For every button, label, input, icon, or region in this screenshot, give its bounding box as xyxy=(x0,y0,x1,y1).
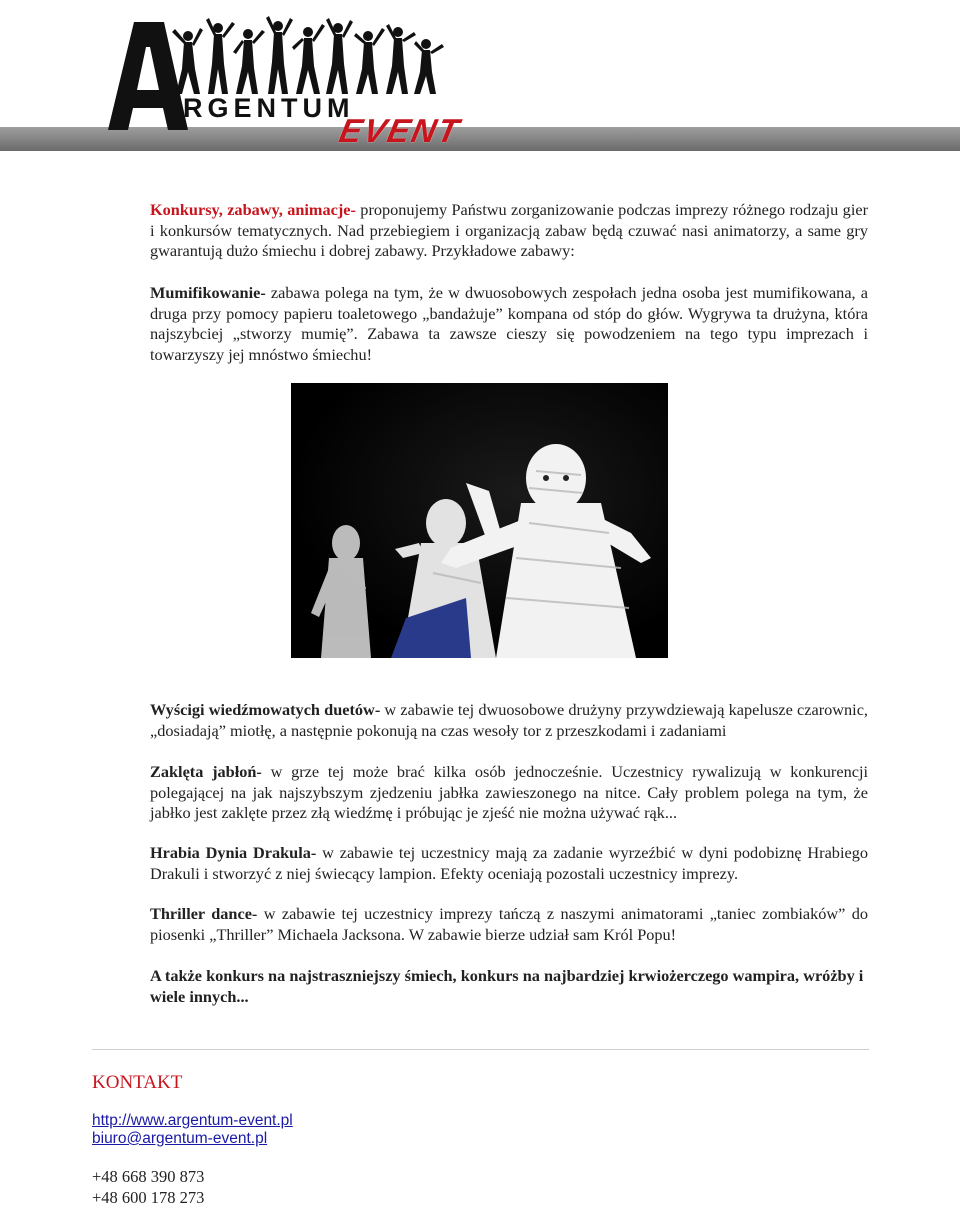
hrabia-title: Hrabia Dynia Drakula- xyxy=(150,843,317,862)
jablon-title: Zaklęta jabłoń- xyxy=(150,762,262,781)
mumifikowanie-text: zabawa polega na tym, że w dwuosobowych zespołach jedna osoba jest mumifikowana, a druga przy pomocy papieru toaletowego „bandażuje” kompana od stóp do głów. Wygrywa ta drużyna, która najszybciej „stworzy mumię”. Zabawa ta zawsze cieszy się powodzeniem na tego typu imprezach i towarzyszy jej mnóstwo śmiechu! xyxy=(150,283,868,364)
thriller-paragraph xyxy=(150,904,868,945)
header xyxy=(0,0,960,155)
logo-event-tagline: EVENT xyxy=(336,112,465,149)
intro-lead: Konkursy, zabawy, animacje- xyxy=(150,200,356,219)
dancers-silhouette-icon xyxy=(170,14,450,100)
intro-paragraph xyxy=(150,200,868,262)
logo-wordmark: RGENTUM xyxy=(183,93,355,123)
mummies-photo-image xyxy=(291,383,668,658)
email-link[interactable]: biuro@argentum-event.pl xyxy=(92,1130,268,1147)
website-link[interactable]: http://www.argentum-event.pl xyxy=(92,1112,293,1129)
phone-2: +48 600 178 273 xyxy=(92,1188,205,1207)
wyscigi-paragraph xyxy=(150,700,868,741)
wyscigi-text: w zabawie tej dwuosobowe drużyny przywdziewają kapelusze czarownic, „dosiadają” miotłę, a następnie pokonują na czas wesoły tor z przeszkodami i zadaniami xyxy=(150,700,868,740)
intro-text: proponujemy Państwu zorganizowanie podczas imprezy różnego rodzaju gier i konkursów tematycznych. Nad przebiegiem i organizacją zabaw będą czuwać nasi animatorzy, a same gry gwarantują dużo śmiechu i dobrej zabawy. Przykładowe zabawy: xyxy=(150,200,868,260)
contact-heading: KONTAKT xyxy=(92,1072,183,1093)
thriller-title: Thriller dance- xyxy=(150,904,258,923)
closing-paragraph: A także konkurs na najstraszniejszy śmiech, konkurs na najbardziej krwiożerczego wampira, wróżby i wiele innych... xyxy=(150,966,864,1006)
mumifikowanie-paragraph xyxy=(150,283,868,365)
divider xyxy=(92,1049,869,1050)
mummies-photo xyxy=(291,383,668,658)
thriller-text: w zabawie tej uczestnicy imprezy tańczą z naszymi animatorami „taniec zombiaków” do piosenki „Thriller” Michaela Jacksona. W zabawie bierze udział sam Król Popu! xyxy=(150,904,868,944)
jablon-paragraph xyxy=(150,762,868,824)
hrabia-text: w zabawie tej uczestnicy mają za zadanie wyrzeźbić w dyni podobiznę Hrabiego Drakuli i stworzyć z niej świecący lampion. Efekty oceniają pozostali uczestnicy imprezy. xyxy=(150,843,868,883)
hrabia-paragraph xyxy=(150,843,868,884)
jablon-text: w grze tej może brać kilka osób jednocześnie. Uczestnicy rywalizują w konkurencji polegającej na jak najszybszym zjedzeniu jabłka zawieszonego na nitce. Cały problem polega na tym, że jabłko jest zaklęte przez złą wiedźmę i próbując je zjeść nie można używać rąk... xyxy=(150,762,868,822)
phone-1: +48 668 390 873 xyxy=(92,1167,205,1186)
wyscigi-title: Wyścigi wiedźmowatych duetów- xyxy=(150,700,381,719)
mumifikowanie-title: Mumifikowanie- xyxy=(150,283,266,302)
